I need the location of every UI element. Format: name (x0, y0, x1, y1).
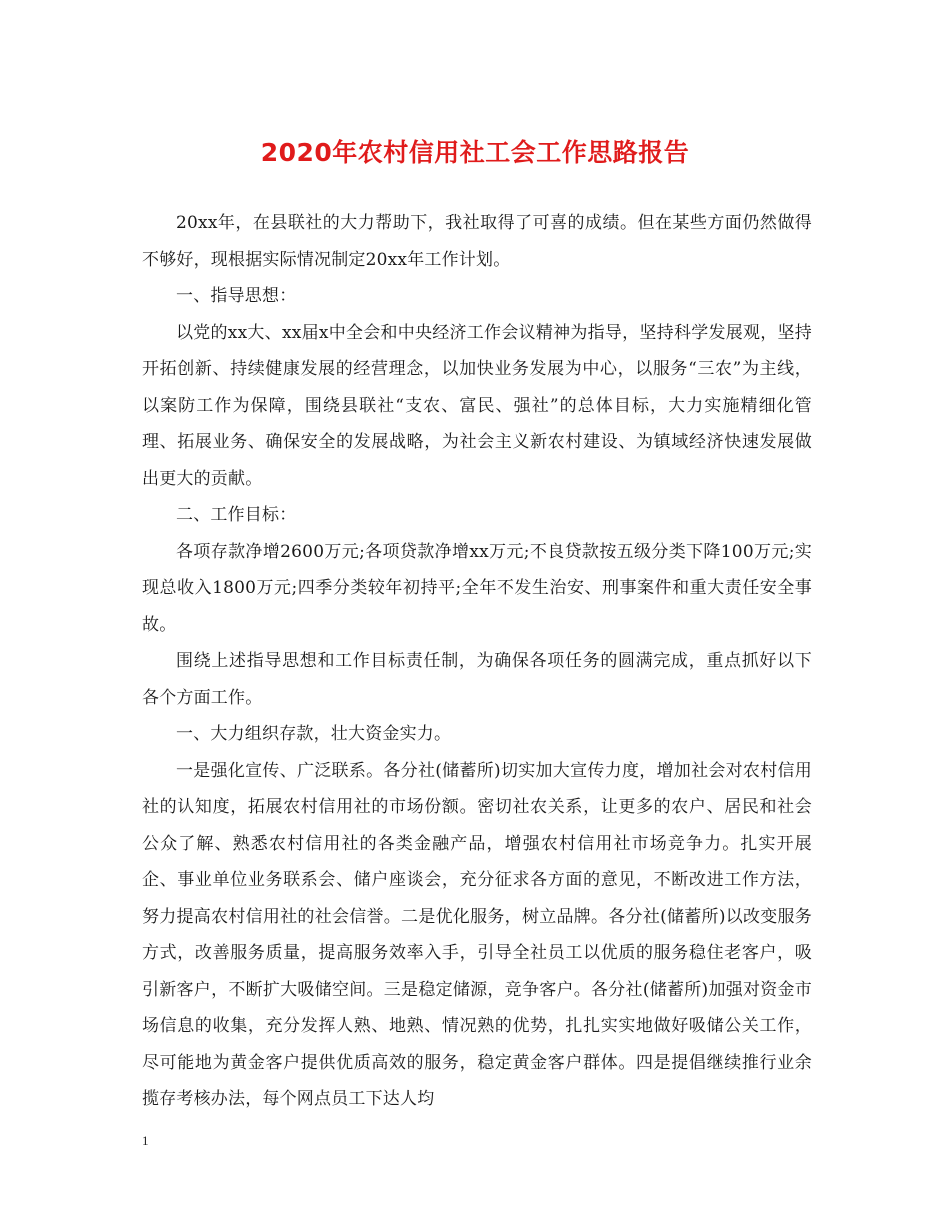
heading-work-goals: 二、工作目标： (176, 505, 297, 525)
heading-guiding-ideology: 一、指导思想： (176, 286, 297, 306)
paragraph-focus-areas: 围绕上述指导思想和工作目标责任制，为确保各项任务的圆满完成，重点抓好以下各个方面工作。 (142, 651, 812, 708)
document-body (142, 205, 812, 1118)
heading-deposits: 一、大力组织存款，壮大资金实力。 (176, 724, 452, 744)
paragraph-deposits: 一是强化宣传、广泛联系。各分社(储蓄所)切实加大宣传力度，增加社会对农村信用社的认知度，拓展农村信用社的市场份额。密切社农关系，让更多的农户、居民和社会公众了解、熟悉农村信用社的各类金融产品，增强农村信用社市场竞争力。扎实开展企、事业单位业务联系会、储户座谈会，充分征求各方面的意见，不断改进工作方法，努力提高农村信用社的社会信誉。二是优化服务，树立品牌。各分社(储蓄所)以改变服务方式，改善服务质量，提高服务效率入手，引导全社员工以优质的服务稳住老客户，吸引新客户，不断扩大吸储空间。三是稳定储源，竞争客户。各分社(储蓄所)加强对资金市场信息的收集，充分发挥人熟、地熟、情况熟的优势，扎扎实实地做好吸储公关工作，尽可能地为黄金客户提供优质高效的服务，稳定黄金客户群体。四是提倡继续推行业余揽存考核办法，每个网点员工下达人均 (142, 760, 812, 1109)
paragraph-intro: 20xx年，在县联社的大力帮助下，我社取得了可喜的成绩。但在某些方面仍然做得不够好，现根据实际情况制定20xx年工作计划。 (142, 213, 812, 270)
paragraph-guiding-ideology: 以党的xx大、xx届x中全会和中央经济工作会议精神为指导，坚持科学发展观，坚持开拓创新、持续健康发展的经营理念，以加快业务发展为中心，以服务“三农”为主线，以案防工作为保障，围绕县联社“支农、富民、强社”的总体目标，大力实施精细化管理、拓展业务、确保安全的发展战略，为社会主义新农村建设、为镇域经济快速发展做出更大的贡献。 (142, 322, 812, 489)
paragraph-work-goals: 各项存款净增2600万元;各项贷款净增xx万元;不良贷款按五级分类下降100万元;实现总收入1800万元;四季分类较年初持平;全年不发生治安、刑事案件和重大责任安全事故。 (142, 541, 812, 635)
page-number: 1 (142, 1133, 149, 1148)
document-title: 2020年农村信用社工会工作思路报告 (260, 138, 690, 167)
